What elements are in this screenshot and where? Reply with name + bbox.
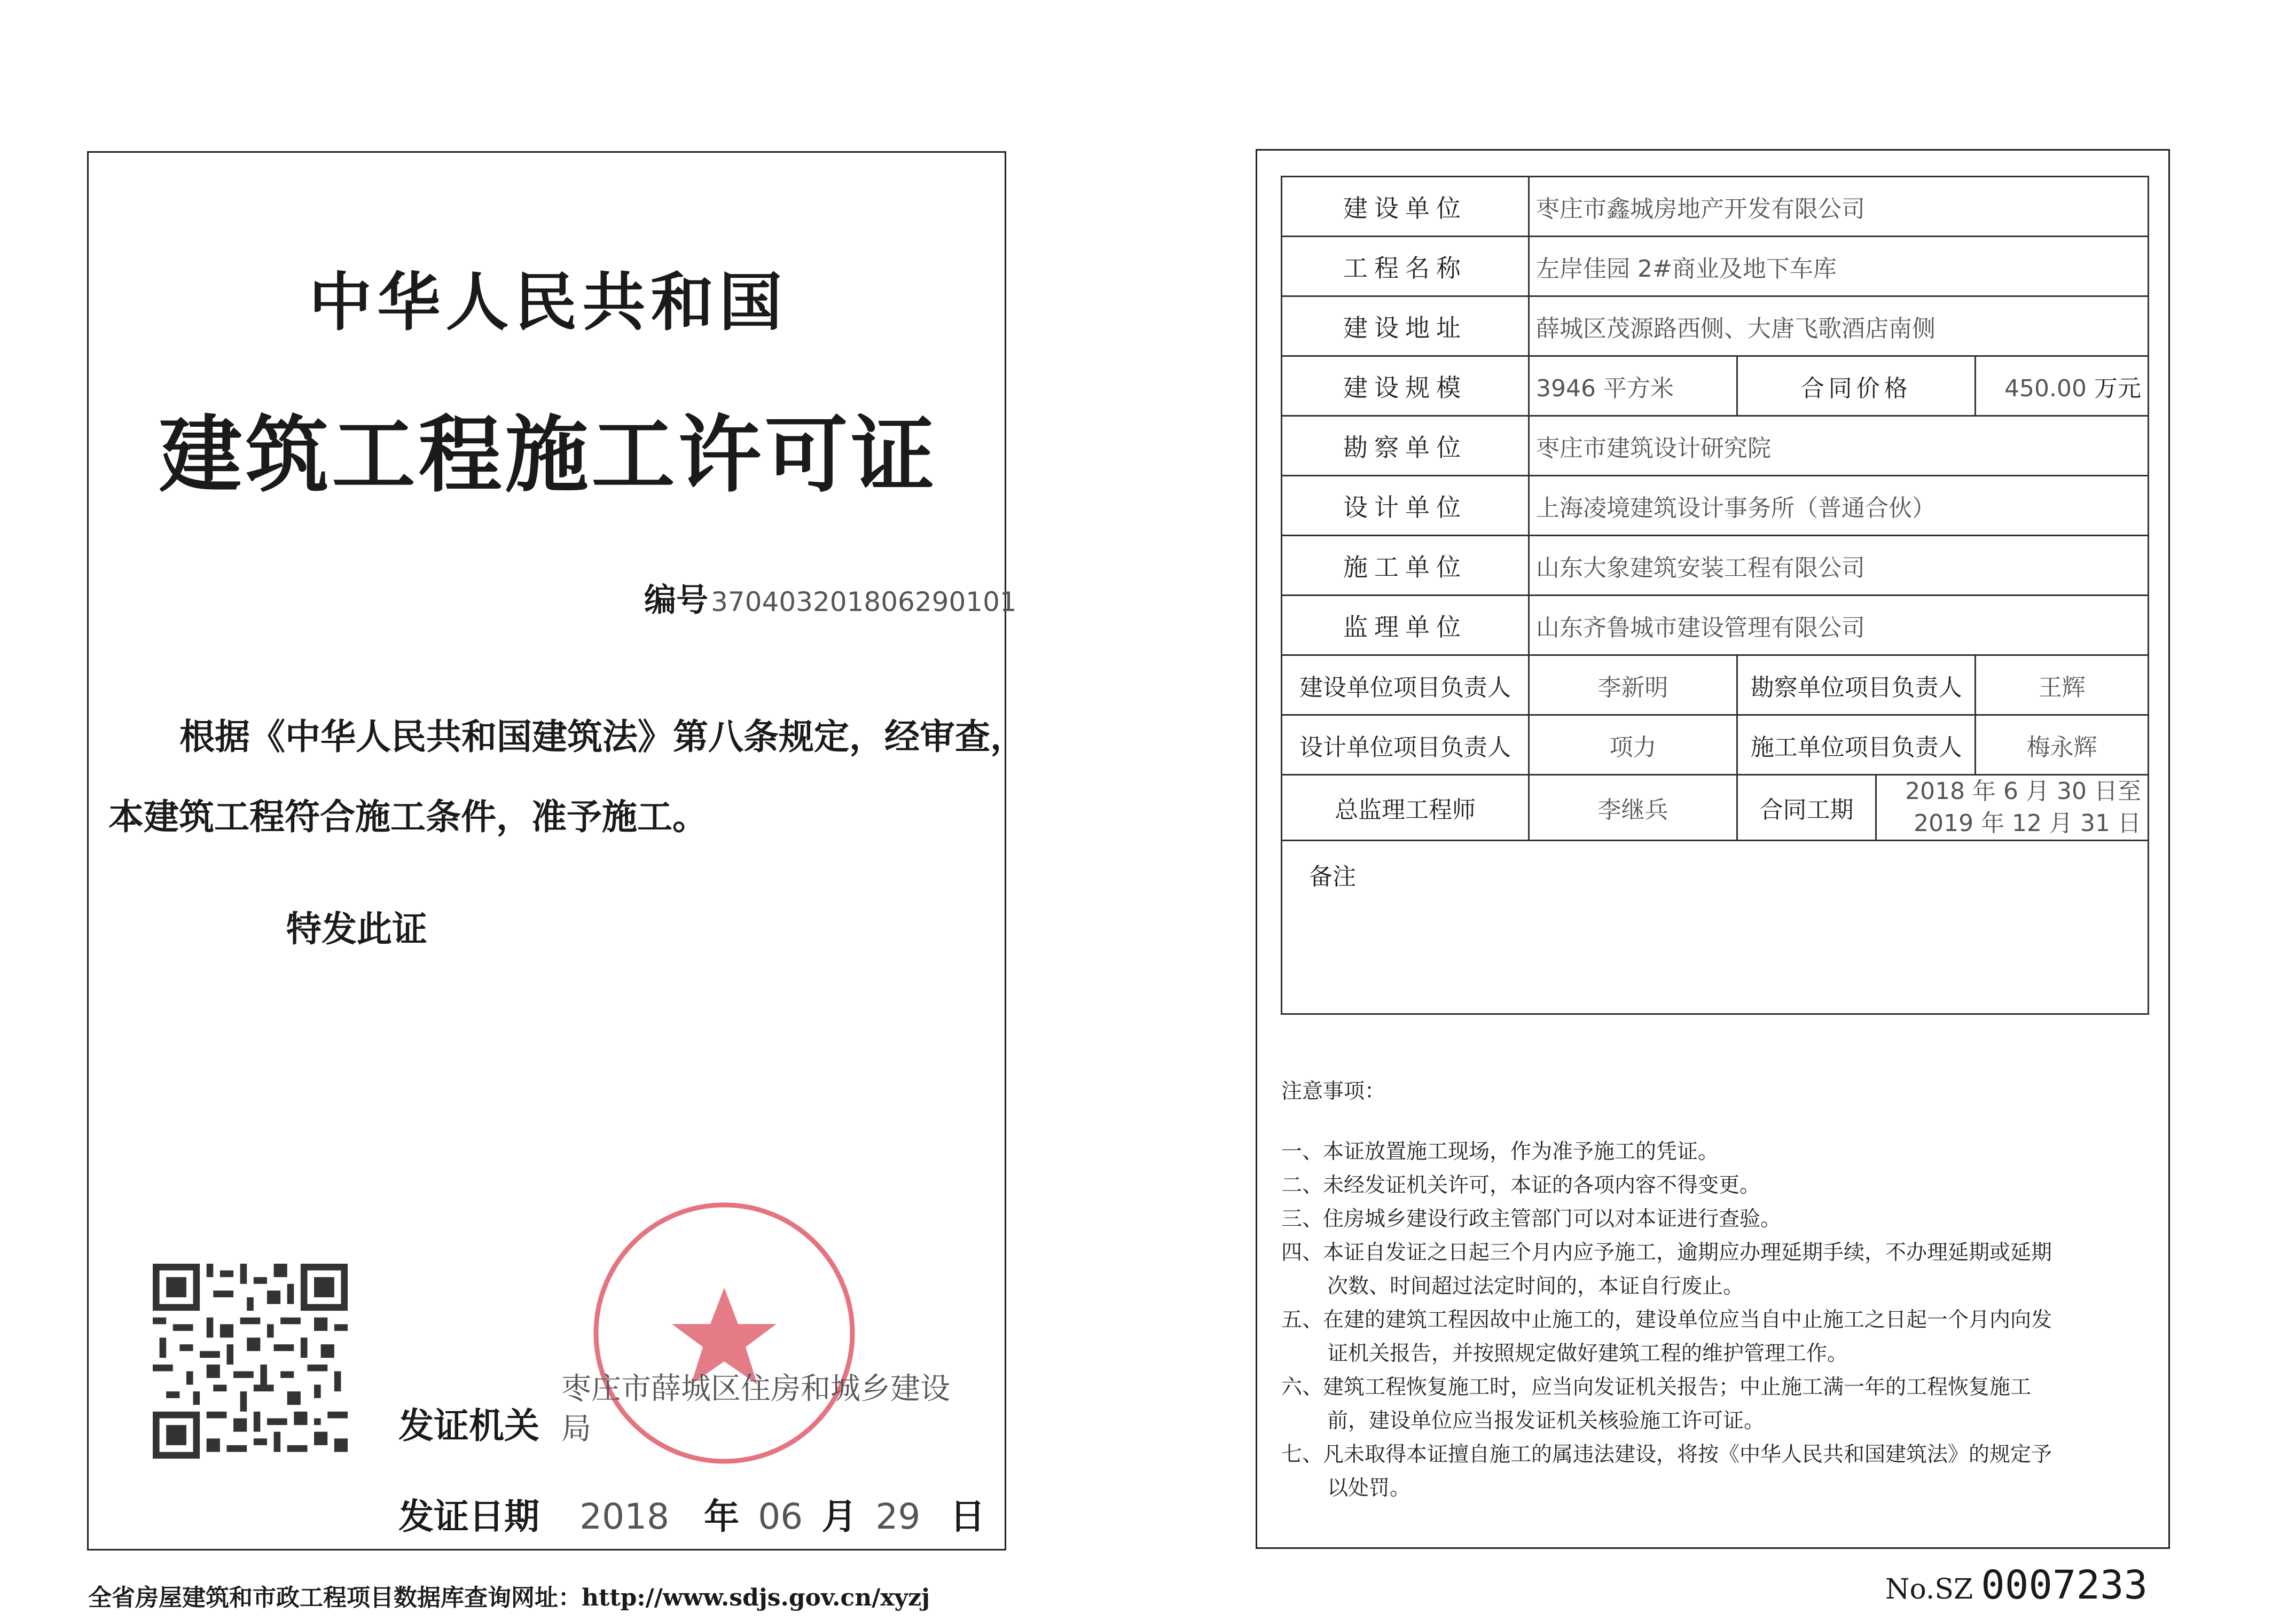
date-day: 29: [875, 1496, 921, 1537]
serial-value: 0007233: [1981, 1562, 2148, 1608]
remark-cell: [1282, 841, 2149, 1014]
issuer-value-line-2: 局: [561, 1412, 591, 1446]
issue-date-row: [398, 1488, 985, 1539]
note-line: 六、建筑工程恢复施工时，应当向发证机关报告；中止施工满一年的工程恢复施工: [1281, 1375, 2032, 1399]
survey-pm-value: 王辉: [1976, 655, 2149, 715]
serial-number: [1885, 1562, 2148, 1608]
row-label: 建设单位: [1282, 177, 1529, 237]
table-row: [1282, 841, 2149, 1014]
permit-number: [644, 575, 1017, 621]
note-line: 二、未经发证机关许可，本证的各项内容不得变更。: [1281, 1173, 1761, 1197]
table-row: [1282, 775, 2149, 841]
table-row: [1282, 416, 2149, 476]
number-value: 370403201806290101: [711, 586, 1017, 617]
day-char: 日: [950, 1495, 985, 1537]
period-label: 合同工期: [1737, 775, 1876, 841]
remark-label: 备注: [1309, 863, 1356, 890]
owner-pm-label: 建设单位项目负责人: [1282, 655, 1529, 715]
note-line: 前，建设单位应当报发证机关核验施工许可证。: [1327, 1409, 1765, 1433]
table-row: [1282, 655, 2149, 715]
period-value: [1876, 775, 2149, 841]
notes-section: [1281, 1075, 2152, 1505]
row-label: 施工单位: [1282, 536, 1529, 596]
project-info-table: [1281, 176, 2149, 1015]
design-pm-value: 项力: [1529, 715, 1737, 775]
note-line: 证机关报告，并按照规定做好建筑工程的维护管理工作。: [1327, 1342, 1848, 1366]
issuer-label: 发证机关: [398, 1405, 539, 1446]
row-label: 工程名称: [1282, 237, 1529, 296]
row-label: 设计单位: [1282, 476, 1529, 536]
design-pm-label: 设计单位项目负责人: [1282, 715, 1529, 775]
row-value: 枣庄市鑫城房地产开发有限公司: [1529, 177, 2149, 237]
permit-cover-panel: [87, 151, 1025, 1550]
table-row: [1282, 296, 2149, 356]
note-line: 四、本证自发证之日起三个月内应予施工，逾期应办理延期手续，不办理延期或延期: [1281, 1241, 2052, 1265]
country-title: 中华人民共和国: [309, 265, 788, 339]
note-line: 七、凡未取得本证擅自施工的属违法建设，将按《中华人民共和国建筑法》的规定予: [1281, 1443, 2052, 1467]
row-value: 山东大象建筑安装工程有限公司: [1529, 536, 2149, 596]
date-month: 06: [758, 1496, 803, 1537]
period-line-1: 2018 年 6 月 30 日至: [1905, 778, 2141, 805]
issuer-value-line-1: 枣庄市薛城区住房和城乡建设: [561, 1372, 950, 1406]
table-row: [1282, 476, 2149, 536]
build-pm-label: 施工单位项目负责人: [1737, 715, 1976, 775]
qr-code-icon: [153, 1264, 348, 1459]
note-line: 次数、时间超过法定时间的，本证自行废止。: [1327, 1274, 1744, 1298]
official-seal-icon: [585, 1194, 863, 1472]
row-value: 上海凌境建筑设计事务所（普通合伙）: [1529, 476, 2149, 536]
owner-pm-value: 李新明: [1529, 655, 1737, 715]
scale-label: 建设规模: [1282, 356, 1529, 416]
date-year: 2018: [579, 1496, 670, 1537]
survey-pm-label: 勘察单位项目负责人: [1737, 655, 1976, 715]
note-line: 一、本证放置施工现场，作为准予施工的凭证。: [1281, 1140, 1719, 1164]
month-char: 月: [821, 1495, 857, 1537]
table-row: [1282, 715, 2149, 775]
row-value: 左岸佳园 2#商业及地下车库: [1529, 237, 2149, 296]
note-line: 三、住房城乡建设行政主管部门可以对本证进行查验。: [1281, 1207, 1782, 1231]
row-label: 勘察单位: [1282, 416, 1529, 476]
body-line-1: 根据《中华人民共和国建筑法》第八条规定，经审查，: [179, 716, 1025, 757]
row-value: 枣庄市建筑设计研究院: [1529, 416, 2149, 476]
body-line-2: 本建筑工程符合施工条件，准予施工。: [108, 796, 708, 837]
table-row: [1282, 596, 2149, 655]
price-cell: [1976, 356, 2149, 416]
permit-details-panel: [1256, 149, 2170, 1549]
row-value: 薛城区茂源路西侧、大唐飞歌酒店南侧: [1529, 296, 2149, 356]
date-label: 发证日期: [398, 1495, 539, 1537]
scale-value: 3946 平方米: [1529, 356, 1737, 416]
period-line-2: 2019 年 12 月 31 日: [1914, 810, 2141, 837]
table-row: [1282, 356, 2149, 416]
row-value: 山东齐鲁城市建设管理有限公司: [1529, 596, 2149, 655]
query-url-text: 全省房屋建筑和市政工程项目数据库查询网址：http://www.sdjs.gov.cn/xyzj: [88, 1584, 930, 1611]
chief-engineer-value: 李继兵: [1529, 775, 1737, 841]
price-unit: 万元: [2094, 374, 2141, 402]
special-issue-text: 特发此证: [286, 908, 427, 950]
table-row: [1282, 237, 2149, 296]
table-row: [1282, 177, 2149, 237]
row-label: 监理单位: [1282, 596, 1529, 655]
note-line: 以处罚。: [1327, 1476, 1411, 1500]
table-row: [1282, 536, 2149, 596]
price-label: 合同价格: [1737, 356, 1976, 416]
number-label: 编号: [644, 582, 708, 619]
chief-engineer-label: 总监理工程师: [1282, 775, 1529, 841]
price-value: 450.00: [2004, 374, 2087, 402]
note-line: 五、在建的建筑工程因故中止施工的，建设单位应当自中止施工之日起一个月内向发: [1281, 1308, 2052, 1332]
row-label: 建设地址: [1282, 296, 1529, 356]
notes-title: 注意事项：: [1281, 1079, 1386, 1103]
permit-title: 建筑工程施工许可证: [159, 406, 938, 504]
build-pm-value: 梅永辉: [1976, 715, 2149, 775]
year-char: 年: [704, 1495, 740, 1537]
serial-prefix: No.SZ: [1885, 1573, 1973, 1606]
